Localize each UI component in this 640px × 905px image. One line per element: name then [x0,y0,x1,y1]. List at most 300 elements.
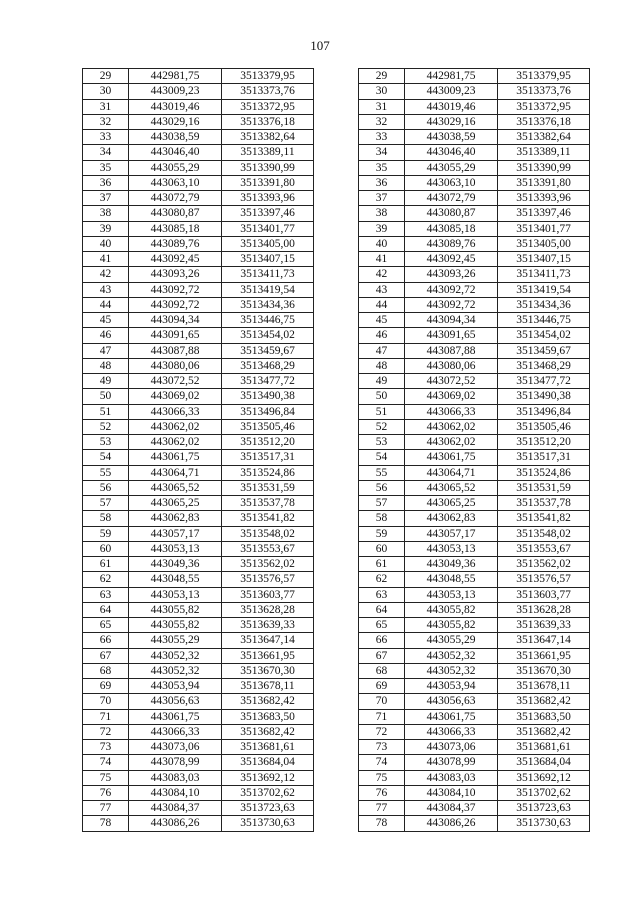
left-point-number-cell: 65 [83,618,129,633]
left-x-coordinate-cell: 443056,63 [129,694,222,709]
table-row [83,252,590,267]
right-x-coordinate-cell: 443092,72 [405,282,498,297]
column-gap [314,191,359,206]
table-row [83,267,590,282]
right-y-coordinate-cell: 3513702,62 [498,785,590,800]
right-point-number-cell: 45 [359,313,405,328]
right-point-number-cell: 74 [359,755,405,770]
right-y-coordinate-cell: 3513373,76 [498,84,590,99]
right-x-coordinate-cell: 443080,87 [405,206,498,221]
column-gap [314,679,359,694]
table-row [83,206,590,221]
column-gap [314,785,359,800]
left-point-number-cell: 53 [83,435,129,450]
right-x-coordinate-cell: 443055,29 [405,160,498,175]
left-y-coordinate-cell: 3513702,62 [222,785,314,800]
column-gap [314,496,359,511]
table-row [83,785,590,800]
left-point-number-cell: 30 [83,84,129,99]
left-point-number-cell: 37 [83,191,129,206]
column-gap [314,770,359,785]
right-y-coordinate-cell: 3513678,11 [498,679,590,694]
table-row [83,84,590,99]
left-x-coordinate-cell: 443066,33 [129,724,222,739]
left-x-coordinate-cell: 442981,75 [129,69,222,84]
table-row [83,755,590,770]
right-point-number-cell: 70 [359,694,405,709]
left-point-number-cell: 34 [83,145,129,160]
right-y-coordinate-cell: 3513490,38 [498,389,590,404]
right-point-number-cell: 54 [359,450,405,465]
right-y-coordinate-cell: 3513517,31 [498,450,590,465]
right-x-coordinate-cell: 443061,75 [405,709,498,724]
left-y-coordinate-cell: 3513379,95 [222,69,314,84]
right-x-coordinate-cell: 443072,52 [405,374,498,389]
left-x-coordinate-cell: 443089,76 [129,236,222,251]
left-point-number-cell: 50 [83,389,129,404]
left-x-coordinate-cell: 443057,17 [129,526,222,541]
left-point-number-cell: 60 [83,541,129,556]
right-point-number-cell: 72 [359,724,405,739]
left-y-coordinate-cell: 3513411,73 [222,267,314,282]
table-row [83,816,590,831]
table-row [83,221,590,236]
right-x-coordinate-cell: 443019,46 [405,99,498,114]
column-gap [314,374,359,389]
column-gap [314,755,359,770]
right-x-coordinate-cell: 443092,45 [405,252,498,267]
table-row [83,99,590,114]
table-row [83,770,590,785]
page-number: 107 [310,38,330,53]
right-point-number-cell: 76 [359,785,405,800]
right-y-coordinate-cell: 3513434,36 [498,297,590,312]
left-x-coordinate-cell: 443065,52 [129,480,222,495]
left-y-coordinate-cell: 3513405,00 [222,236,314,251]
left-x-coordinate-cell: 443048,55 [129,572,222,587]
left-x-coordinate-cell: 443092,45 [129,252,222,267]
right-x-coordinate-cell: 443078,99 [405,755,498,770]
left-y-coordinate-cell: 3513376,18 [222,114,314,129]
column-gap [314,557,359,572]
column-gap [314,206,359,221]
right-x-coordinate-cell: 443063,10 [405,175,498,190]
right-x-coordinate-cell: 443061,75 [405,450,498,465]
right-x-coordinate-cell: 443029,16 [405,114,498,129]
right-x-coordinate-cell: 443053,13 [405,587,498,602]
left-point-number-cell: 75 [83,770,129,785]
table-row [83,679,590,694]
right-x-coordinate-cell: 443092,72 [405,297,498,312]
left-x-coordinate-cell: 443052,32 [129,648,222,663]
left-y-coordinate-cell: 3513512,20 [222,435,314,450]
left-y-coordinate-cell: 3513468,29 [222,358,314,373]
left-point-number-cell: 62 [83,572,129,587]
right-y-coordinate-cell: 3513459,67 [498,343,590,358]
right-point-number-cell: 39 [359,221,405,236]
left-x-coordinate-cell: 443053,94 [129,679,222,694]
table-row [83,236,590,251]
left-y-coordinate-cell: 3513496,84 [222,404,314,419]
right-point-number-cell: 29 [359,69,405,84]
right-point-number-cell: 56 [359,480,405,495]
left-point-number-cell: 36 [83,175,129,190]
right-x-coordinate-cell: 443065,52 [405,480,498,495]
left-y-coordinate-cell: 3513389,11 [222,145,314,160]
left-point-number-cell: 31 [83,99,129,114]
column-gap [314,404,359,419]
left-point-number-cell: 64 [83,602,129,617]
right-point-number-cell: 65 [359,618,405,633]
right-y-coordinate-cell: 3513393,96 [498,191,590,206]
left-x-coordinate-cell: 443091,65 [129,328,222,343]
left-x-coordinate-cell: 443080,87 [129,206,222,221]
left-point-number-cell: 33 [83,130,129,145]
left-point-number-cell: 43 [83,282,129,297]
right-y-coordinate-cell: 3513531,59 [498,480,590,495]
column-gap [314,419,359,434]
right-y-coordinate-cell: 3513411,73 [498,267,590,282]
right-point-number-cell: 66 [359,633,405,648]
left-y-coordinate-cell: 3513459,67 [222,343,314,358]
right-y-coordinate-cell: 3513683,50 [498,709,590,724]
right-x-coordinate-cell: 443055,29 [405,633,498,648]
left-y-coordinate-cell: 3513490,38 [222,389,314,404]
right-point-number-cell: 75 [359,770,405,785]
left-x-coordinate-cell: 443080,06 [129,358,222,373]
right-y-coordinate-cell: 3513682,42 [498,694,590,709]
left-y-coordinate-cell: 3513723,63 [222,801,314,816]
table-row [83,496,590,511]
left-point-number-cell: 48 [83,358,129,373]
left-y-coordinate-cell: 3513477,72 [222,374,314,389]
right-point-number-cell: 49 [359,374,405,389]
right-x-coordinate-cell: 443073,06 [405,740,498,755]
column-gap [314,69,359,84]
table-row [83,358,590,373]
left-point-number-cell: 71 [83,709,129,724]
table-row [83,648,590,663]
left-point-number-cell: 77 [83,801,129,816]
right-y-coordinate-cell: 3513628,28 [498,602,590,617]
column-gap [314,221,359,236]
table-row [83,694,590,709]
left-point-number-cell: 40 [83,236,129,251]
column-gap [314,648,359,663]
right-x-coordinate-cell: 443046,40 [405,145,498,160]
table-row [83,633,590,648]
right-x-coordinate-cell: 443053,94 [405,679,498,694]
table-row [83,465,590,480]
table-row [83,419,590,434]
left-x-coordinate-cell: 443085,18 [129,221,222,236]
left-y-coordinate-cell: 3513576,57 [222,572,314,587]
left-point-number-cell: 41 [83,252,129,267]
coordinates-table-body [83,69,590,832]
table-row [83,511,590,526]
right-point-number-cell: 35 [359,160,405,175]
right-x-coordinate-cell: 443094,34 [405,313,498,328]
table-row [83,374,590,389]
left-point-number-cell: 66 [83,633,129,648]
left-x-coordinate-cell: 443029,16 [129,114,222,129]
table-row [83,191,590,206]
right-y-coordinate-cell: 3513541,82 [498,511,590,526]
right-y-coordinate-cell: 3513405,00 [498,236,590,251]
column-gap [314,801,359,816]
left-y-coordinate-cell: 3513419,54 [222,282,314,297]
left-y-coordinate-cell: 3513505,46 [222,419,314,434]
left-x-coordinate-cell: 443055,29 [129,160,222,175]
column-gap [314,328,359,343]
table-row [83,282,590,297]
left-point-number-cell: 35 [83,160,129,175]
table-row [83,389,590,404]
left-point-number-cell: 32 [83,114,129,129]
left-y-coordinate-cell: 3513683,50 [222,709,314,724]
column-gap [314,709,359,724]
right-y-coordinate-cell: 3513419,54 [498,282,590,297]
right-point-number-cell: 41 [359,252,405,267]
left-x-coordinate-cell: 443062,83 [129,511,222,526]
right-x-coordinate-cell: 443066,33 [405,404,498,419]
left-y-coordinate-cell: 3513537,78 [222,496,314,511]
right-x-coordinate-cell: 443086,26 [405,816,498,831]
right-y-coordinate-cell: 3513401,77 [498,221,590,236]
right-point-number-cell: 55 [359,465,405,480]
right-point-number-cell: 33 [359,130,405,145]
left-y-coordinate-cell: 3513670,30 [222,663,314,678]
left-x-coordinate-cell: 443061,75 [129,709,222,724]
table-row [83,663,590,678]
right-x-coordinate-cell: 443089,76 [405,236,498,251]
right-x-coordinate-cell: 443080,06 [405,358,498,373]
column-gap [314,740,359,755]
table-row [83,69,590,84]
right-point-number-cell: 34 [359,145,405,160]
left-point-number-cell: 42 [83,267,129,282]
table-row [83,343,590,358]
left-y-coordinate-cell: 3513639,33 [222,618,314,633]
right-y-coordinate-cell: 3513548,02 [498,526,590,541]
left-y-coordinate-cell: 3513373,76 [222,84,314,99]
right-y-coordinate-cell: 3513524,86 [498,465,590,480]
left-x-coordinate-cell: 443092,72 [129,297,222,312]
left-x-coordinate-cell: 443087,88 [129,343,222,358]
left-x-coordinate-cell: 443052,32 [129,663,222,678]
right-point-number-cell: 38 [359,206,405,221]
table-row [83,114,590,129]
right-x-coordinate-cell: 443056,63 [405,694,498,709]
column-gap [314,587,359,602]
table-row [83,435,590,450]
left-point-number-cell: 45 [83,313,129,328]
column-gap [314,84,359,99]
left-point-number-cell: 61 [83,557,129,572]
right-y-coordinate-cell: 3513684,04 [498,755,590,770]
column-gap [314,465,359,480]
right-y-coordinate-cell: 3513576,57 [498,572,590,587]
right-y-coordinate-cell: 3513391,80 [498,175,590,190]
right-point-number-cell: 46 [359,328,405,343]
right-point-number-cell: 59 [359,526,405,541]
table-row [83,145,590,160]
right-y-coordinate-cell: 3513730,63 [498,816,590,831]
left-x-coordinate-cell: 443019,46 [129,99,222,114]
right-point-number-cell: 31 [359,99,405,114]
right-y-coordinate-cell: 3513454,02 [498,328,590,343]
left-y-coordinate-cell: 3513678,11 [222,679,314,694]
table-row [83,740,590,755]
left-point-number-cell: 57 [83,496,129,511]
column-gap [314,114,359,129]
right-x-coordinate-cell: 442981,75 [405,69,498,84]
left-y-coordinate-cell: 3513393,96 [222,191,314,206]
left-x-coordinate-cell: 443053,13 [129,541,222,556]
right-y-coordinate-cell: 3513446,75 [498,313,590,328]
left-point-number-cell: 46 [83,328,129,343]
right-x-coordinate-cell: 443084,10 [405,785,498,800]
left-x-coordinate-cell: 443046,40 [129,145,222,160]
right-point-number-cell: 44 [359,297,405,312]
right-point-number-cell: 51 [359,404,405,419]
left-point-number-cell: 58 [83,511,129,526]
right-y-coordinate-cell: 3513389,11 [498,145,590,160]
right-y-coordinate-cell: 3513372,95 [498,99,590,114]
left-point-number-cell: 39 [83,221,129,236]
left-y-coordinate-cell: 3513446,75 [222,313,314,328]
column-gap [314,358,359,373]
right-point-number-cell: 62 [359,572,405,587]
right-point-number-cell: 40 [359,236,405,251]
right-x-coordinate-cell: 443062,83 [405,511,498,526]
column-gap [314,267,359,282]
right-point-number-cell: 53 [359,435,405,450]
right-x-coordinate-cell: 443069,02 [405,389,498,404]
right-x-coordinate-cell: 443072,79 [405,191,498,206]
column-gap [314,252,359,267]
left-point-number-cell: 49 [83,374,129,389]
left-y-coordinate-cell: 3513692,12 [222,770,314,785]
left-y-coordinate-cell: 3513407,15 [222,252,314,267]
left-y-coordinate-cell: 3513661,95 [222,648,314,663]
right-x-coordinate-cell: 443062,02 [405,419,498,434]
right-point-number-cell: 32 [359,114,405,129]
right-y-coordinate-cell: 3513537,78 [498,496,590,511]
table-row [83,557,590,572]
left-x-coordinate-cell: 443072,79 [129,191,222,206]
left-point-number-cell: 69 [83,679,129,694]
right-y-coordinate-cell: 3513692,12 [498,770,590,785]
left-point-number-cell: 76 [83,785,129,800]
left-x-coordinate-cell: 443069,02 [129,389,222,404]
left-point-number-cell: 54 [83,450,129,465]
table-row [83,541,590,556]
right-y-coordinate-cell: 3513376,18 [498,114,590,129]
left-y-coordinate-cell: 3513531,59 [222,480,314,495]
left-y-coordinate-cell: 3513684,04 [222,755,314,770]
left-x-coordinate-cell: 443055,82 [129,618,222,633]
right-y-coordinate-cell: 3513562,02 [498,557,590,572]
right-x-coordinate-cell: 443062,02 [405,435,498,450]
column-gap [314,724,359,739]
column-gap [314,618,359,633]
left-y-coordinate-cell: 3513562,02 [222,557,314,572]
left-y-coordinate-cell: 3513541,82 [222,511,314,526]
left-point-number-cell: 63 [83,587,129,602]
right-y-coordinate-cell: 3513505,46 [498,419,590,434]
left-x-coordinate-cell: 443084,37 [129,801,222,816]
table-row [83,709,590,724]
left-x-coordinate-cell: 443062,02 [129,419,222,434]
left-y-coordinate-cell: 3513730,63 [222,816,314,831]
left-point-number-cell: 38 [83,206,129,221]
right-y-coordinate-cell: 3513682,42 [498,724,590,739]
left-y-coordinate-cell: 3513647,14 [222,633,314,648]
right-y-coordinate-cell: 3513382,64 [498,130,590,145]
column-gap [314,816,359,831]
column-gap [314,99,359,114]
right-y-coordinate-cell: 3513390,99 [498,160,590,175]
left-x-coordinate-cell: 443083,03 [129,770,222,785]
left-x-coordinate-cell: 443055,82 [129,602,222,617]
right-point-number-cell: 68 [359,663,405,678]
left-point-number-cell: 59 [83,526,129,541]
right-point-number-cell: 69 [359,679,405,694]
right-y-coordinate-cell: 3513407,15 [498,252,590,267]
left-point-number-cell: 68 [83,663,129,678]
left-point-number-cell: 70 [83,694,129,709]
left-y-coordinate-cell: 3513390,99 [222,160,314,175]
table-row [83,587,590,602]
right-x-coordinate-cell: 443083,03 [405,770,498,785]
left-x-coordinate-cell: 443073,06 [129,740,222,755]
column-gap [314,511,359,526]
right-x-coordinate-cell: 443049,36 [405,557,498,572]
column-gap [314,526,359,541]
right-x-coordinate-cell: 443052,32 [405,663,498,678]
right-point-number-cell: 47 [359,343,405,358]
left-y-coordinate-cell: 3513681,61 [222,740,314,755]
right-point-number-cell: 73 [359,740,405,755]
column-gap [314,633,359,648]
right-y-coordinate-cell: 3513603,77 [498,587,590,602]
left-x-coordinate-cell: 443038,59 [129,130,222,145]
right-y-coordinate-cell: 3513379,95 [498,69,590,84]
table-row [83,618,590,633]
right-point-number-cell: 67 [359,648,405,663]
right-point-number-cell: 78 [359,816,405,831]
table-row [83,724,590,739]
right-point-number-cell: 30 [359,84,405,99]
right-x-coordinate-cell: 443009,23 [405,84,498,99]
right-y-coordinate-cell: 3513670,30 [498,663,590,678]
right-y-coordinate-cell: 3513512,20 [498,435,590,450]
right-point-number-cell: 52 [359,419,405,434]
coordinates-table [82,68,590,832]
left-point-number-cell: 29 [83,69,129,84]
left-x-coordinate-cell: 443049,36 [129,557,222,572]
table-row [83,160,590,175]
left-point-number-cell: 67 [83,648,129,663]
left-point-number-cell: 56 [83,480,129,495]
right-point-number-cell: 63 [359,587,405,602]
left-y-coordinate-cell: 3513628,28 [222,602,314,617]
column-gap [314,282,359,297]
left-x-coordinate-cell: 443066,33 [129,404,222,419]
left-x-coordinate-cell: 443084,10 [129,785,222,800]
table-row [83,130,590,145]
